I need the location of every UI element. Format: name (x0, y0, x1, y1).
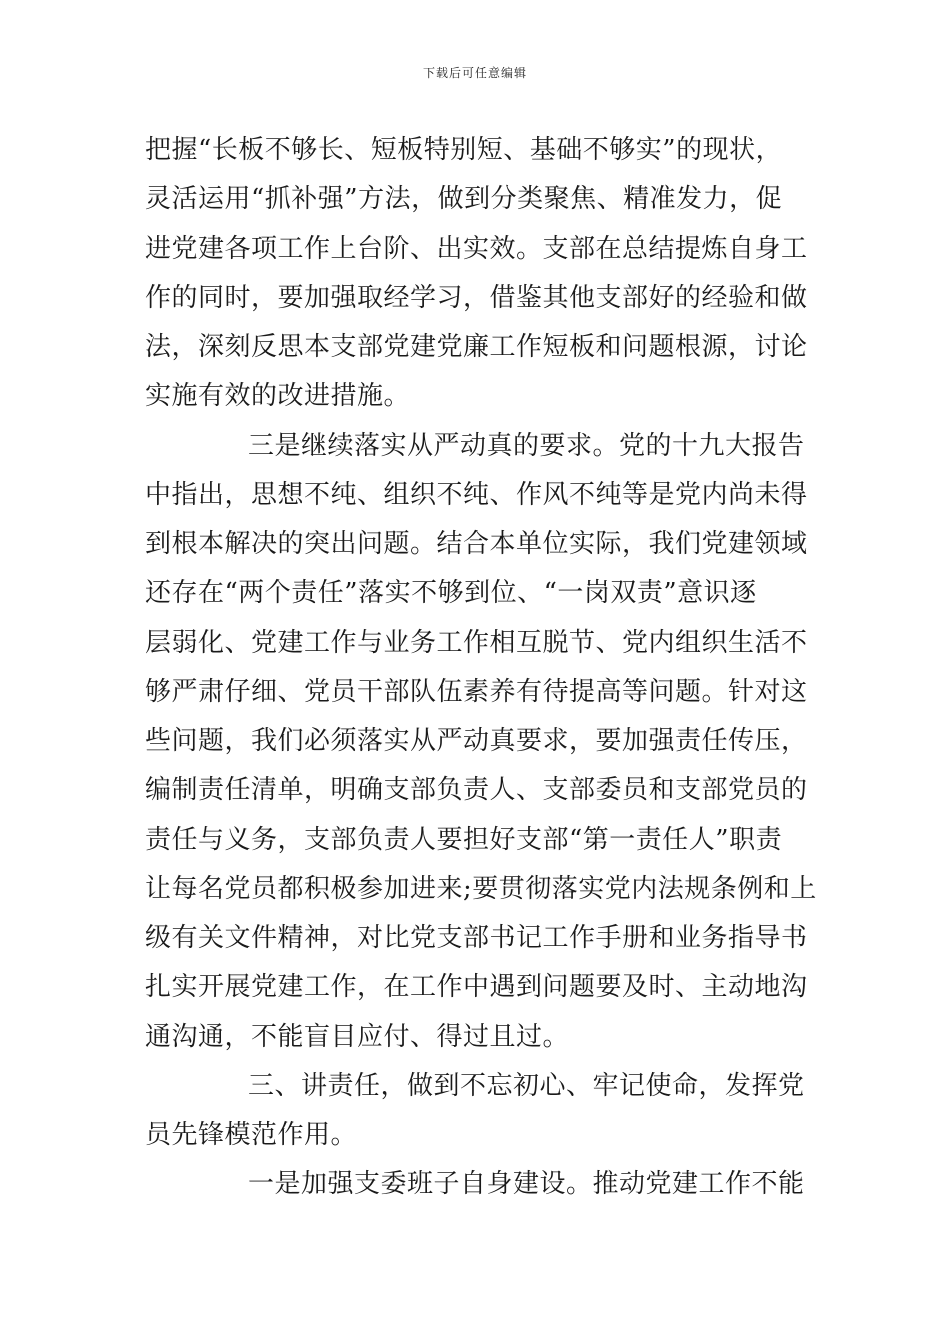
text-line: 责任与义务，支部负责人要担好支部“第一责任人”职责 (145, 824, 783, 855)
document-body (145, 126, 817, 1210)
text-line: 灵活运用“抓补强”方法，做到分类聚焦、精准发力，促 (145, 184, 783, 215)
text-line: 编制责任清单，明确支部负责人、支部委员和支部党员的 (145, 775, 808, 806)
text-line: 员先锋模范作用。 (145, 1120, 358, 1150)
section-heading-line: 三、讲责任，做到不忘初心、牢记使命，发挥党 (248, 1070, 805, 1101)
text-line: 够严肃仔细、党员干部队伍素养有待提高等问题。针对这 (145, 676, 808, 707)
text-line: 到根本解决的突出问题。结合本单位实际，我们党建领域 (145, 529, 808, 559)
text-line: 级有关文件精神，对比党支部书记工作手册和业务指导书 (145, 923, 808, 953)
text-line: 通沟通，不能盲目应付、得过且过。 (145, 1021, 570, 1052)
text-line: 层弱化、党建工作与业务工作相互脱节、党内组织生活不 (145, 627, 808, 658)
text-line: 作的同时，要加强取经学习，借鉴其他支部好的经验和做 (145, 282, 808, 313)
page-header: 下载后可任意编辑 (422, 66, 527, 80)
paragraph-start-line: 三是继续落实从严动真的要求。党的十九大报告 (248, 430, 805, 461)
text-line: 把握“长板不够长、短板特别短、基础不够实”的现状， (145, 135, 783, 165)
text-line: 让每名党员都积极参加进来;要贯彻落实党内法规条例和上 (145, 873, 817, 904)
text-line: 还存在“两个责任”落实不够到位、“一岗双责”意识逐 (145, 578, 757, 609)
paragraph-start-line: 一是加强支委班子自身建设。推动党建工作不能 (248, 1169, 805, 1200)
text-line: 进党建各项工作上台阶、出实效。支部在总结提炼自身工 (145, 233, 808, 264)
text-line: 扎实开展党建工作，在工作中遇到问题要及时、主动地沟 (145, 972, 808, 1003)
text-line: 中指出，思想不纯、组织不纯、作风不纯等是党内尚未得 (145, 479, 808, 510)
text-line: 些问题，我们必须落实从严动真要求，要加强责任传压， (145, 726, 808, 756)
text-line: 法，深刻反思本支部党建党廉工作短板和问题根源，讨论 (145, 332, 808, 362)
text-line: 实施有效的改进措施。 (145, 381, 411, 412)
